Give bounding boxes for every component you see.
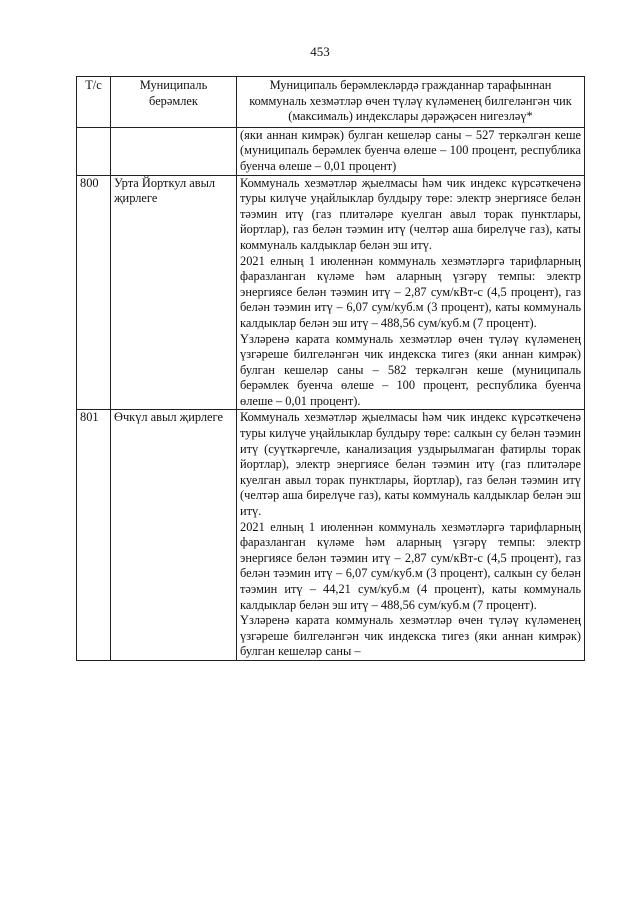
- continuation-text: (яки аннан кимрәк) булган кешеләр саны – 527 теркәлгән кеше (муниципаль берәмлек буенча өлеше – 100 процент, республика буенча өлеше – 0,01 процент): [237, 127, 585, 175]
- header-num: Т/с: [77, 77, 111, 128]
- description-paragraph: 2021 елның 1 июленнән коммуналь хезмәтләргә тарифларның фаразланган күләме һәм аларның үзгәрү темпы: электр энергиясе белән тәэмин итү – 2,87 сум/кВт-с (4,5 процент), газ белән тәэмин итү – 6,07 сум/куб.м (3 процент), каты коммуналь калдыклар белән эш итү – 488,56 сум/куб.м (7 процент).: [240, 253, 581, 330]
- table-row-continuation: [77, 127, 585, 175]
- description-paragraph: Үзләренә карата коммуналь хезмәтләр өчен түләү күләменең үзгәреше билгеләнгән чик индекска тигез (яки аннан кимрәк) булган кешеләр саны – 582 теркәлгән кеше (муниципаль берәмлек буенча өлеше – 100 процент, республика буенча өлеше – 0,01 процент).: [240, 331, 581, 408]
- description-paragraph: Үзләренә карата коммуналь хезмәтләр өчен түләү күләменең үзгәреше билгеләнгән чик индекска тигез (яки аннан кимрәк) булган кешеләр саны –: [240, 613, 581, 659]
- table-row: [77, 175, 585, 410]
- table-header-row: [77, 77, 585, 128]
- table-row: [77, 410, 585, 661]
- municipal-utilities-table: [76, 76, 585, 661]
- description-paragraph: Коммуналь хезмәтләр җыелмасы һәм чик индекс күрсәткеченә туры килүче уңайлыклар булдыру төре: электр энергиясе белән тәэмин итү (газ плитәләре куелган авыл торак пунктлары, йортлар), газ белән тәэмин итү (челтәр аша бирелүче газ), каты коммуналь калдыклар белән эш итү.: [240, 175, 581, 252]
- row-number: 800: [77, 175, 111, 410]
- row-description: [237, 410, 585, 661]
- municipality-name: Урта Йорткул авыл җирлеге: [111, 175, 237, 410]
- description-paragraph: 2021 елның 1 июленнән коммуналь хезмәтләргә тарифларның фаразланган күләме һәм аларның үзгәрү темпы: электр энергиясе белән тәэмин итү – 2,87 сум/кВт-с (4,5 процент), газ белән тәэмин итү – 6,07 сум/куб.м (3 процент), салкын су белән тәэмин итү – 44,21 сум/куб.м (4 процент), каты коммуналь калдыклар белән эш итү – 488,56 сум/куб.м (7 процент).: [240, 519, 581, 612]
- row-description: [237, 175, 585, 410]
- page-number: 453: [310, 44, 330, 59]
- continuation-name-cell: [111, 127, 237, 175]
- row-number: 801: [77, 410, 111, 661]
- municipality-name: Өчкүл авыл җирлеге: [111, 410, 237, 661]
- header-municipality: Муниципаль берәмлек: [111, 77, 237, 128]
- continuation-num-cell: [77, 127, 111, 175]
- description-paragraph: Коммуналь хезмәтләр җыелмасы һәм чик индекс күрсәткеченә туры килүче уңайлыклар булдыру төре: салкын су белән тәэмин итү (суүткәргечле, канализация уздырылмаган фатирлы торак йортлар), электр энергиясе белән тәэмин итү (газ плитәләре куелган авыл торак пунктлары, йортлар), газ белән тәэмин итү (челтәр аша бирелүче газ), каты коммуналь калдыклар белән эш итү.: [240, 410, 581, 519]
- header-description: Муниципаль берәмлекләрдә гражданнар тарафыннан коммуналь хезмәтләр өчен түләү күләменең билгеләнгән чик (максималь) индекслары дәрәҗәсен нигезләү*: [237, 77, 585, 128]
